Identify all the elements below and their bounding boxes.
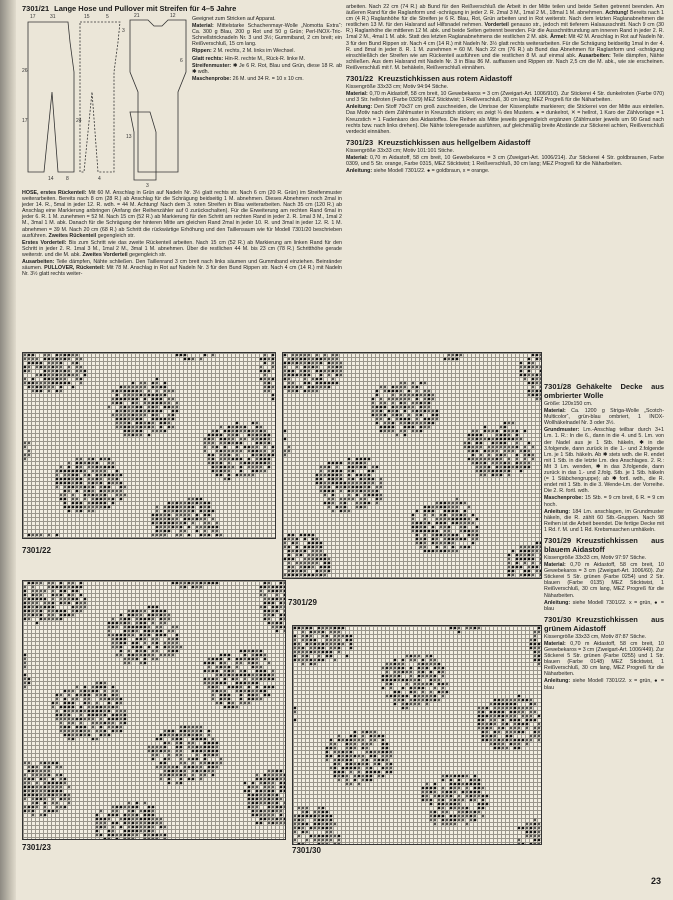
schema-number: 24 bbox=[76, 118, 82, 124]
decke-grund bbox=[544, 427, 664, 494]
section-title: Lange Hose und Pullover mit Streifen für 4–5 Jahre bbox=[54, 4, 237, 13]
k22-size: Kissengröße 33x33 cm; Motiv 94:94 Stiche. bbox=[346, 84, 449, 91]
page-number: 23 bbox=[650, 876, 661, 886]
grund-label: Grundmuster: bbox=[544, 427, 580, 434]
schema-number: 17 bbox=[22, 118, 28, 124]
chart-pattern-22 bbox=[23, 353, 275, 538]
material-text: 0,70 m Aidastoff, 58 cm breit, 10 Gewebekaros = 3 cm (Zweigart-Art. 1006/60). Zur Stickerei 5 Str. grünen (Farbe 0254) und 2 Str. blauen (Farbe 0135) MEZ Sticktwist, 1 Reißverschluß, 30 cm lang, MEZ Progreß für die Näharbeiten. bbox=[544, 562, 664, 599]
chart-label-7301-22: 7301/22 bbox=[22, 546, 51, 555]
schema-number: 6 bbox=[180, 58, 183, 64]
schema-number: 13 bbox=[126, 134, 132, 140]
material-text: 0,70 m Aidastoff, 58 cm breit, 10 Gewebekaros = 3 cm (Zweigart-Art. 1006/214). Zur Stickerei 4 Str. goldbraunen, Farbe 0309, und 5 Str. orange, Farbe 0315, MEZ Sticktwist; 1 Reißverschluß, 30 cm lang; MEZ Progreß für die Näharbeiten. bbox=[346, 154, 664, 167]
schema-number: 8 bbox=[66, 176, 69, 182]
anleitung-label: Anleitung: bbox=[544, 678, 571, 685]
vorder-paragraph bbox=[22, 240, 342, 258]
model-number: 7301/23 bbox=[346, 137, 374, 147]
hose-instructions-column bbox=[22, 190, 342, 278]
decke-material bbox=[544, 408, 664, 426]
section-heading bbox=[346, 138, 664, 147]
material-text: Ca. 1200 g Striga-Wolle „Scotch-Multicolor“, grün-blau ombriert, 1 INOX-Wollhäkelnadel Nr. 3 oder 3½. bbox=[544, 408, 664, 427]
probe-label: Maschenprobe: bbox=[544, 495, 584, 502]
rippen-paragraph bbox=[192, 48, 342, 54]
model-number: 7301/29 bbox=[544, 535, 572, 545]
aus-paragraph bbox=[22, 259, 342, 277]
aermel-label: Ärmel: bbox=[550, 34, 567, 41]
model-number: 7301/28 bbox=[544, 382, 572, 391]
zweites-text: gegengleich str. bbox=[97, 232, 135, 239]
section-title: Kreuzstichkissen aus rotem Aidastoff bbox=[378, 74, 513, 84]
schema-number: 14 bbox=[48, 176, 54, 182]
k29-size: Kissengröße 33x33 cm, Motiv 97:97 Stiche. bbox=[544, 554, 647, 561]
k23-size: Kissengröße 33x33 cm; Motiv 101:101 Stiche. bbox=[346, 147, 455, 154]
probe-text: 15 Stb. = 9 cm breit, 6 R. = 9 cm hoch. bbox=[544, 495, 664, 508]
k30-size: Kissengröße 33x33 cm, Motiv 87:87 Stiche. bbox=[544, 633, 647, 640]
achtung-label: Achtung! bbox=[605, 10, 629, 17]
vorder-label: Erstes Vorderteil: bbox=[22, 239, 67, 246]
garment-schematic-diagram bbox=[22, 12, 190, 188]
cont-vorder-label: Vorderteil bbox=[484, 22, 509, 29]
k30-anleitung bbox=[544, 678, 664, 690]
probe-text: 26 M. und 34 R. = 10 x 10 cm. bbox=[232, 75, 304, 82]
chart-pattern-23 bbox=[23, 581, 285, 839]
material-text: 0,70 m Aidastoff, 58 cm breit, 10 Gewebekaros = 3 cm (Zweigart-Art. 1006/449). Zur Stickerei 5 Str. grünen (Farbe 0255) und 1 Str. blauen (Farbe 0148) MEZ Sticktwist, 1 Reißverschluß, 30 cm lang, MEZ Progreß für die Näharbeiten. bbox=[544, 640, 664, 678]
streifen-paragraph bbox=[192, 63, 342, 75]
glatt-paragraph bbox=[192, 56, 342, 62]
section-7301-29 bbox=[544, 536, 664, 612]
cross-stitch-chart-7301-23 bbox=[22, 580, 286, 840]
zweites-label: Zweites Rückenteil bbox=[48, 232, 97, 239]
cont-aus-text: Teile dämpfen, Nähte schließen. Aus dem Halsrand mit Nadeln Nr. 3 in Blau 86 M. auffassen und Rippen str. Nach 2,5 cm die M. abk., wie sie erscheinen. Reißverschluß mit f. M. behäkeln, Reißverschluß einnähen. bbox=[346, 52, 664, 71]
anleitung-text: Den Stoff 70x37 cm groß zuschneiden, die Umrisse der Kissenplatte markieren; die Stickerei von der Mitte aus einteilen. Das Motiv nach dem Zählmuster in Kreuzstich sticken; es zeigt ¼ des Musters. ● = dunkelrot, ✕ = hellrot, 1 Karo der Zählvorlage = 1 Kreuzstich = 1 Fadenkaro des Aidastoffes. Die Reihen als Mitte jeweils gegengleich ergänzen (Zählmuster jeweils um 90 Grad nach rechts bzw. nach links drehen). Die Nähte toleregerade ausführen, auf gleichmäßig breite Abstände zur Stickerei achten, Reißverschluß verdeckt einnähen. bbox=[346, 104, 664, 135]
cross-stitch-chart-7301-30 bbox=[292, 625, 542, 845]
aermel-text: Mit 42 M. Anschlag in Rot auf Nadeln Nr. 3 für den Bund Rippen str. Nach 4 cm (14 R.) mit Nadeln Nr. 3½ glatt rechts weiterarbeiten. Für die Schrägung beidseitig 1mal in der 4. R. und 8mal in jeder 8. R. 1 M. zunehmen = 60 M. Nach 22 cm (76 R.) ab Bund das Abnehmen für Raglanform und -schrägung einschließlich der Streifen wie am Rückenteil ausführen und die restlichen 8 M. auf einmal abk. bbox=[346, 34, 664, 59]
section-heading bbox=[22, 4, 342, 13]
section-heading bbox=[544, 615, 664, 633]
grund-text: Lm.-Anschlag teilbar durch 3+1 Lm. 1. R.: In die 6., dann in die 4. und 5. Lm. von der Nadel aus je 1 Stb. häkeln, ✱ in die 3.folgende, dann zurück in die 1.- und 2.folgende Lm. je 1 Stb. häkeln. Ab ✱ stets wdh. die R. endet mit 1 Stb. in die letzte Lm. des Anschlages. 2. R.: Mit 3 Lm. wenden, ✱ in das 3.folgende, dann zurück in das 1.- und 2.folg. Stb. je 1 Stb. häkeln (= 1 Stäbchengruppe); ab ✱ fortl. wdh., die R. endet mit 1 Stb. in die 3. Wende-Lm. der Vorreihe. Die 2. R. fortl. wdh. bbox=[544, 427, 664, 495]
schema-number: 12 bbox=[170, 13, 176, 19]
schema-number: 21 bbox=[134, 13, 140, 19]
streifen-label: Streifenmuster: bbox=[192, 62, 232, 69]
cont-vorder-text: genauso str., jedoch mit tieferem Halsausschnitt. Nach 9 cm (30 R.) Raglanhöhe die mittleren 12 M. abk. und beide Seiten getrennt beenden. Für die Ausschnittrundung am inneren Rand in jeder 2. R. 1mal 2 M., 4mal 1 M. abk. Statt des letzten Raglanabnehmens die restlichen 2 M. abk. bbox=[346, 22, 664, 41]
chart-pattern-30 bbox=[293, 626, 541, 844]
k23-material bbox=[346, 155, 664, 167]
material-label: Material: bbox=[544, 640, 566, 647]
zv-label: Zweites Vorderteil bbox=[82, 251, 128, 258]
section-heading bbox=[544, 536, 664, 554]
chart-label-7301-23: 7301/23 bbox=[22, 843, 51, 852]
section-title: Gehäkelte Decke aus ombrierter Wolle bbox=[544, 382, 664, 400]
anleitung-text: siehe Modell 7301/22. x = grün, ● = blau bbox=[544, 678, 664, 691]
section-title: Kreuzstichkissen aus grünem Aidastoff bbox=[544, 614, 664, 633]
anleitung-text: siehe Modell 7301/22. ● = goldbraun, x = orange. bbox=[373, 168, 490, 175]
model-number: 7301/22 bbox=[346, 74, 374, 84]
model-number: 7301/30 bbox=[544, 614, 572, 624]
hose-heading-block bbox=[22, 4, 342, 14]
achtung-text: Bereits nach 1 cm (4 R.) Raglanhöhe für die Streifen je 6 R. Blau, Rot, Grün arbeiten und in Rot weiterstr. Nach dem letzten Raglanabnehmen die restlichen 13 M. für den Halsrand auf Hilfsnadel nehmen. bbox=[346, 10, 664, 29]
pull-text: Mit 78 M. Anschlag in Rot auf Nadeln Nr. 3 für den Bund Rippen str. Nach 4 cm (14 R.) mit Nadeln Nr. 3½ glatt rechts weiter- bbox=[22, 265, 342, 278]
vorder-text: Bis zum Schritt wie das zweite Rückenteil arbeiten. Nach 15 cm (52 R.) ab Markierung am linken Rand für den Schritt in jeder 2. R. 1mal 3 M., 1mal 2 M., 3mal 1 M. abnehmen. Über die restlichen 44 M. bis 23 cm (78 R.) Schritthöhe gerade weiterstr. und die M. abk. bbox=[22, 239, 342, 258]
hose-paragraph bbox=[22, 190, 342, 239]
schema-number: 17 bbox=[30, 14, 36, 20]
k29-anleitung bbox=[544, 600, 664, 612]
anleitung-label: Anleitung: bbox=[544, 508, 571, 515]
cont-aus-label: Ausarbeiten: bbox=[578, 52, 611, 59]
zv-text: gegengleich str. bbox=[129, 251, 167, 258]
material-label: Material: bbox=[544, 562, 566, 569]
hose-intro-column bbox=[192, 16, 342, 83]
aus-label: Ausarbeiten: bbox=[22, 259, 55, 266]
narrow-right-column bbox=[544, 382, 664, 692]
material-label: Material: bbox=[192, 23, 214, 30]
continued-paragraph bbox=[346, 4, 664, 71]
chart-pattern-29 bbox=[283, 353, 541, 578]
aus-text: Teile dämpfen, Nähte schließen. Den Taillenrand 3 cm breit nach links säumen und Gummiband einziehen. Beinränder säumen. bbox=[22, 259, 342, 272]
section-7301-22 bbox=[346, 74, 664, 135]
rippen-label: Rippen: bbox=[192, 48, 212, 55]
material-text: Mittelstarke Schachenmayr-Wolle „Nomotta Extra“: Ca. 300 g Blau, 200 g Rot und 50 g Grün; Perl-INOX-Tric-Schnellstricknadeln Nr. 3 und 3½; Gummiband, 2 cm breit; ein Reißverschluß, 15 cm lang. bbox=[192, 23, 342, 48]
section-heading bbox=[544, 382, 664, 400]
decke-anleitung bbox=[544, 509, 664, 533]
schema-number: 26 bbox=[22, 68, 28, 74]
chart-label-7301-30: 7301/30 bbox=[292, 846, 321, 855]
k22-material bbox=[346, 91, 664, 103]
anleitung-text: 184 Lm. anschlagen, im Grundmuster häkeln, die R. zählt 60 Stb.-Gruppen. Nach 98 Reihen ist die Arbeit beendet. Die fertige Decke mit 1 Rd. f. M. und 1 Rd. Krebsmaschen umhäkeln. bbox=[544, 508, 664, 533]
decke-size: Größe: 120x150 cm. bbox=[544, 401, 593, 407]
section-title: Kreuzstichkissen aus hellgelbem Aidastoff bbox=[378, 137, 531, 147]
glatt-label: Glatt rechts: bbox=[192, 55, 224, 62]
schema-number: 5 bbox=[106, 14, 109, 20]
probe-label: Maschenprobe: bbox=[192, 75, 232, 82]
decke-probe bbox=[544, 495, 664, 507]
anleitung-label: Anleitung: bbox=[346, 104, 373, 111]
streifen-text: ✱ Je 6 R. Rot, Blau und Grün, diese 18 R. ab ✱ wdh. bbox=[192, 62, 342, 75]
hose-text: Mit 60 M. Anschlag in Grün auf Nadeln Nr. 3½ glatt rechts str. Nach 6 cm (20 R. Grün) im Streifenmuster weiterarbeiten. Bereits nach 8 cm (28 R.) ab Anschlag für die Schrägung beidseitig 1 M. abnehmen. Dieses Abnehmen noch 2mal in jeder 14. R., 5mal in jeder 12. R. wdh. = 44 M. Achtung! Nach dem 3. roten Streifen in Blau weiterarbeiten. Nach 35 cm (120 R.) ab Anschlag eine Markierung anbringen (Anfang der Reihenzähler auf 0 zurückschalten). Für die Erweiterung am rechten Rand 6mal in jeder 6. R. 1 M. zunehmen = 52 M. Nach 15 cm (52 R.) ab Markierung für den Schritt am rechten Rand in jeder 2. R. 1mal 3 M., 1mal 2 M., 3mal 1 M. abk. Danach für die Schrägung der hinteren Mitte am gleichen Rand 2mal in jeder 10. R. und 3mal in jeder 12. R. 1 M. abnehmen = 39 M. Nach 20 cm (68 R.) ab Schritt die rückwärtige Erhöhung und den Taillensaum wie für Modell 7301/20 beschrieben ausführen. bbox=[22, 190, 342, 239]
rippen-text: 2 M. rechts, 2 M. links im Wechsel. bbox=[213, 48, 295, 55]
schema-number: 31 bbox=[50, 14, 56, 20]
right-text-column bbox=[346, 4, 664, 175]
schema-number: 3 bbox=[122, 28, 125, 34]
material-label: Material: bbox=[544, 408, 566, 415]
material-label: Material: bbox=[346, 91, 368, 98]
glatt-text: Hin-R. rechte M., Rück-R. linke M. bbox=[224, 55, 306, 62]
material-text: 0,70 m Aidastoff, 58 cm breit, 10 Gewebekaros = 3 cm (Zweigart-Art. 1006/910). Zur Stickerei 4 Str. dunkelroten (Farbe 070) und 3 Str. hellroten (Farbe 0329) MEZ Sticktwist; 1 Reißverschluß, 30 cm lang; MEZ Progreß für die Näharbeiten. bbox=[346, 91, 664, 104]
material-label: Material: bbox=[346, 154, 368, 161]
k29-material bbox=[544, 562, 664, 599]
anleitung-label: Anleitung: bbox=[544, 599, 571, 606]
hose-label: HOSE, erstes Rückenteil: bbox=[22, 190, 87, 196]
section-heading bbox=[346, 74, 664, 83]
page-spine-shadow bbox=[0, 0, 16, 900]
pull-label: PULLOVER, Rückenteil: bbox=[44, 265, 105, 272]
schema-number: 4 bbox=[98, 176, 101, 182]
probe-paragraph bbox=[192, 76, 342, 82]
anleitung-label: Anleitung: bbox=[346, 168, 373, 175]
material-paragraph bbox=[192, 23, 342, 47]
section-7301-23 bbox=[346, 138, 664, 174]
cross-stitch-chart-7301-22 bbox=[22, 352, 276, 539]
schema-number: 15 bbox=[84, 14, 90, 20]
section-title: Kreuzstichkissen aus blauem Aidastoff bbox=[544, 535, 664, 554]
schema-number: 3 bbox=[146, 183, 149, 188]
anleitung-text: siehe Modell 7301/22. x = grün, ● = blau bbox=[544, 599, 664, 612]
intro-text: Geeignet zum Stricken auf Apparat. bbox=[192, 16, 276, 22]
section-7301-30 bbox=[544, 615, 664, 691]
k22-anleitung bbox=[346, 104, 664, 134]
cross-stitch-chart-7301-29 bbox=[282, 352, 542, 579]
model-number: 7301/21 bbox=[22, 4, 50, 13]
cont-text: arbeiten. Nach 22 cm (74 R.) ab Bund für den Reißverschluß die Arbeit in der Mitte teilen und beide Seiten getrennt beenden. Am äußeren Rand für die Raglanform und -schrägung in jeder 2. R. 2mal 3 M., 1mal 2 M., 18mal 1 M. abnehmen. bbox=[346, 4, 664, 17]
k23-anleitung bbox=[346, 168, 664, 174]
chart-label-7301-29: 7301/29 bbox=[288, 598, 317, 607]
k30-material bbox=[544, 641, 664, 678]
